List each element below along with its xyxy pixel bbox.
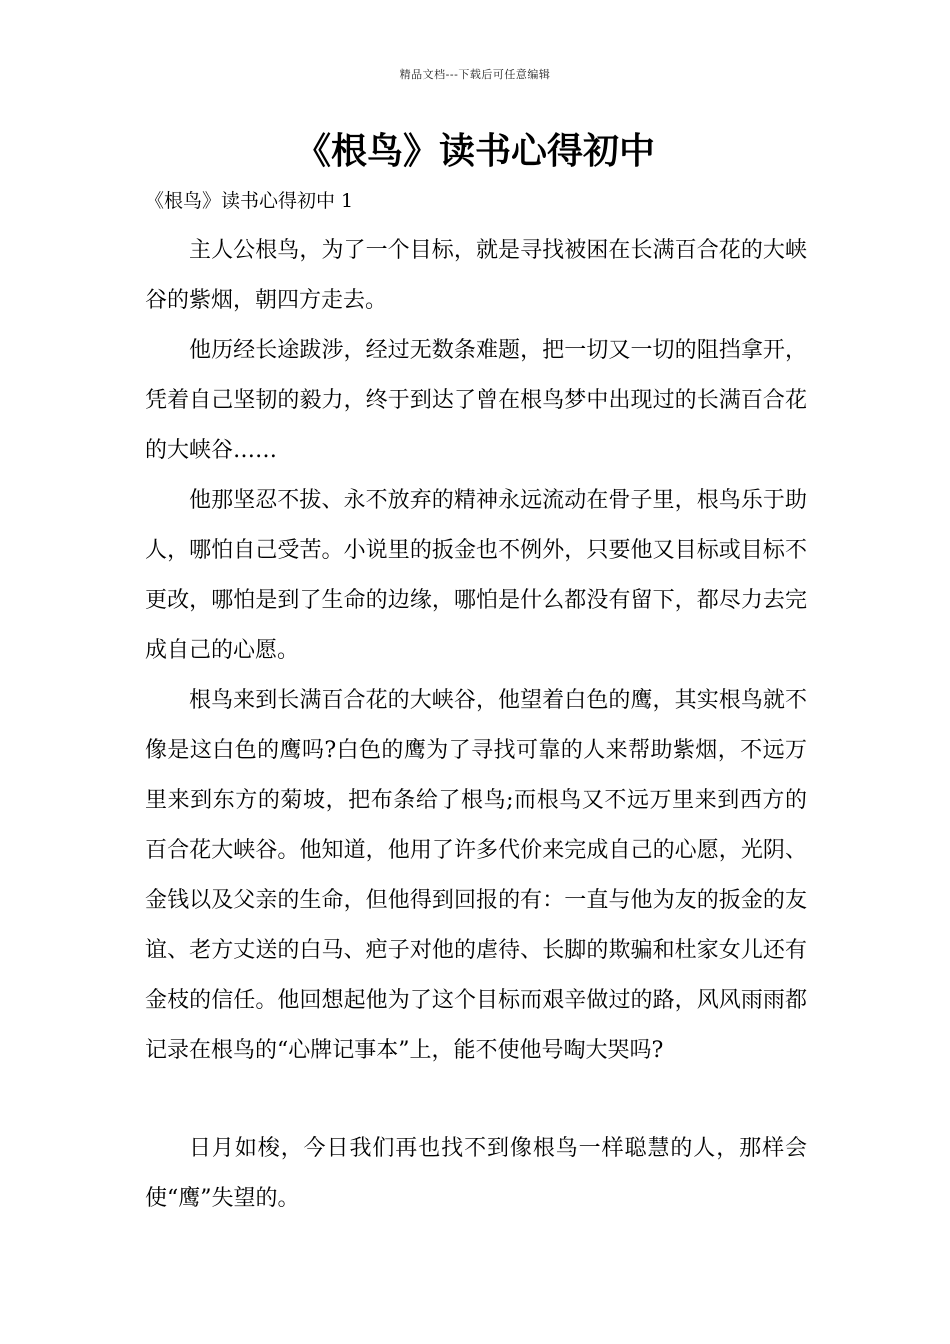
paragraph-4: 根鸟来到长满百合花的大峡谷，他望着白色的鹰，其实根鸟就不像是这白色的鹰吗?白色的鹰为了寻找可靠的人来帮助紫烟，不远万里来到东方的菊坡，把布条给了根鸟;而根鸟又不远万里来到西方的百合花大峡谷。他知道，他用了许多代价来完成自己的心愿，光阴、金钱以及父亲的生命，但他得到回报的有：一直与他为友的扳金的友谊、老方丈送的白马、疤子对他的虐待、长脚的欺骗和杜家女儿还有金枝的信任。他回想起他为了这个目标而艰辛做过的路，风风雨雨都记录在根鸟的“心牌记事本”上，能不使他号啕大哭吗? <box>145 688 807 1063</box>
document-subtitle: 《根鸟》读书心得初中 1 <box>145 190 354 212</box>
paragraph-1: 主人公根鸟，为了一个目标，就是寻找被困在长满百合花的大峡谷的紫烟，朝四方走去。 <box>145 238 807 313</box>
document-title: 《根鸟》读书心得初中 <box>294 131 655 172</box>
paragraph-3: 他那坚忍不拔、永不放弃的精神永远流动在骨子里，根鸟乐于助人，哪怕自己受苦。小说里的扳金也不例外，只要他又目标或目标不更改，哪怕是到了生命的边缘，哪怕是什么都没有留下，都尽力去完成自己的心愿。 <box>145 488 807 663</box>
paragraph-2: 他历经长途跋涉，经过无数条难题，把一切又一切的阻挡拿开，凭着自己坚韧的毅力，终于到达了曾在根鸟梦中出现过的长满百合花的大峡谷…… <box>145 338 807 463</box>
header-note: 精品文档---下载后可任意编辑 <box>399 68 551 81</box>
paragraph-5: 日月如梭，今日我们再也找不到像根鸟一样聪慧的人，那样会使“鹰”失望的。 <box>145 1136 807 1211</box>
document-body <box>145 226 807 1224</box>
